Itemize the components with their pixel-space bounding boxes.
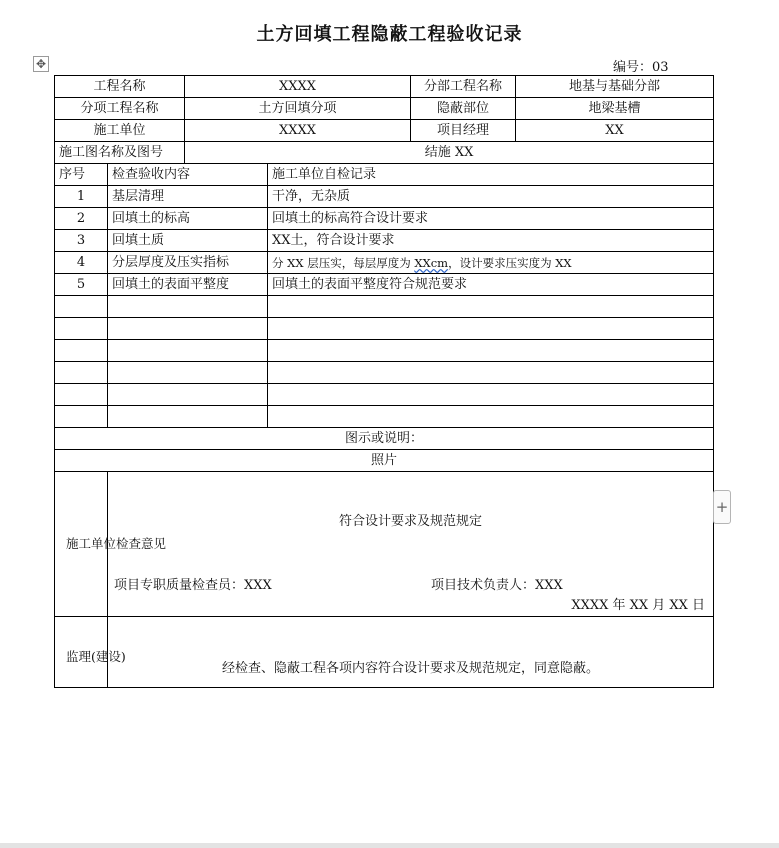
document-number: 编号：03 xyxy=(613,60,669,75)
empty-row xyxy=(55,296,714,318)
empty-cell[interactable] xyxy=(268,362,714,384)
empty-cell[interactable] xyxy=(108,384,268,406)
subitem-value[interactable]: 土方回填分项 xyxy=(185,98,411,120)
diagram-label: 图示或说明： xyxy=(55,428,714,450)
table-row xyxy=(55,252,714,274)
empty-cell[interactable] xyxy=(55,406,108,428)
drawing-label: 施工图名称及图号 xyxy=(55,142,185,164)
project-manager-value[interactable]: XX xyxy=(516,120,714,142)
empty-cell[interactable] xyxy=(268,296,714,318)
row-diagram-label xyxy=(55,428,714,450)
empty-cell[interactable] xyxy=(55,318,108,340)
row-contractor xyxy=(55,120,714,142)
row-content[interactable]: 回填土质 xyxy=(108,230,268,252)
hidden-part-value[interactable]: 地梁基槽 xyxy=(516,98,714,120)
empty-cell[interactable] xyxy=(108,296,268,318)
empty-cell[interactable] xyxy=(108,362,268,384)
row-drawing xyxy=(55,142,714,164)
row-record[interactable]: 干净，无杂质 xyxy=(268,186,714,208)
contractor-opinion-date: XXXX 年 XX 月 XX 日 xyxy=(571,598,706,613)
row-record[interactable] xyxy=(268,252,714,274)
empty-row xyxy=(55,362,714,384)
hidden-part-label: 隐蔽部位 xyxy=(411,98,516,120)
photo-label: 照片 xyxy=(371,452,398,468)
empty-cell[interactable] xyxy=(55,362,108,384)
row-no: 1 xyxy=(55,186,108,208)
empty-cell[interactable] xyxy=(55,296,108,318)
division-label: 分部工程名称 xyxy=(411,76,516,98)
empty-row xyxy=(55,340,714,362)
table-row xyxy=(55,208,714,230)
empty-cell[interactable] xyxy=(108,318,268,340)
row-no: 2 xyxy=(55,208,108,230)
tech-lead-signature: 项目技术负责人：XXX xyxy=(431,578,563,593)
row-contractor-opinion xyxy=(55,472,714,617)
empty-cell[interactable] xyxy=(55,340,108,362)
row-subitem xyxy=(55,98,714,120)
empty-row xyxy=(55,384,714,406)
document-title: 土方回填工程隐蔽工程验收记录 xyxy=(256,24,523,45)
row-supervisor-opinion xyxy=(55,617,714,688)
contractor-opinion-label: 施工单位检查意见 xyxy=(55,472,108,617)
row-column-headers xyxy=(55,164,714,186)
empty-row xyxy=(55,318,714,340)
project-name-value[interactable]: XXXX xyxy=(185,76,411,98)
empty-cell[interactable] xyxy=(268,384,714,406)
supervisor-opinion-cell[interactable] xyxy=(108,617,714,688)
drawing-value[interactable]: 结施 XX xyxy=(185,142,714,164)
table-move-icon[interactable]: ✥ xyxy=(33,56,49,72)
row-content[interactable]: 回填土的表面平整度 xyxy=(108,274,268,296)
col-header-content: 检查验收内容 xyxy=(108,164,268,186)
col-header-record: 施工单位自检记录 xyxy=(268,164,714,186)
contractor-opinion-cell[interactable] xyxy=(108,472,714,617)
empty-row xyxy=(55,406,714,428)
division-value[interactable]: 地基与基础分部 xyxy=(516,76,714,98)
empty-cell[interactable] xyxy=(268,318,714,340)
photo-area[interactable] xyxy=(55,450,714,472)
quality-inspector-signature: 项目专职质量检查员：XXX xyxy=(114,578,272,593)
contractor-label: 施工单位 xyxy=(55,120,185,142)
empty-cell[interactable] xyxy=(108,406,268,428)
row-record[interactable]: 回填土的表面平整度符合规范要求 xyxy=(268,274,714,296)
row-record[interactable]: 回填土的标高符合设计要求 xyxy=(268,208,714,230)
contractor-opinion-text: 符合设计要求及规范规定 xyxy=(339,514,483,529)
inspection-form-table xyxy=(54,75,714,688)
row-photo xyxy=(55,450,714,472)
row-content[interactable]: 基层清理 xyxy=(108,186,268,208)
project-name-label: 工程名称 xyxy=(55,76,185,98)
subitem-label: 分项工程名称 xyxy=(55,98,185,120)
add-column-icon[interactable]: + xyxy=(713,490,731,524)
table-row xyxy=(55,186,714,208)
contractor-value[interactable]: XXXX xyxy=(185,120,411,142)
record-text-pre: 分 XX 层压实，每层厚度为 xyxy=(272,255,415,270)
row-content[interactable]: 回填土的标高 xyxy=(108,208,268,230)
empty-cell[interactable] xyxy=(55,384,108,406)
table-row xyxy=(55,274,714,296)
supervisor-opinion-label: 监理(建设) xyxy=(55,617,108,688)
row-record[interactable]: XX土，符合设计要求 xyxy=(268,230,714,252)
row-project-name xyxy=(55,76,714,98)
spellcheck-flagged-text[interactable]: XXcm xyxy=(414,255,449,270)
table-row xyxy=(55,230,714,252)
supervisor-opinion-text: 经检查、隐蔽工程各项内容符合设计要求及规范规定，同意隐蔽。 xyxy=(222,661,600,676)
row-no: 5 xyxy=(55,274,108,296)
empty-cell[interactable] xyxy=(268,406,714,428)
col-header-no: 序号 xyxy=(55,164,108,186)
page-edge-shadow xyxy=(0,843,779,848)
row-no: 3 xyxy=(55,230,108,252)
row-content[interactable]: 分层厚度及压实指标 xyxy=(108,252,268,274)
project-manager-label: 项目经理 xyxy=(411,120,516,142)
record-text-post: ，设计要求压实度为 XX xyxy=(448,255,572,270)
empty-cell[interactable] xyxy=(108,340,268,362)
row-no: 4 xyxy=(55,252,108,274)
empty-cell[interactable] xyxy=(268,340,714,362)
